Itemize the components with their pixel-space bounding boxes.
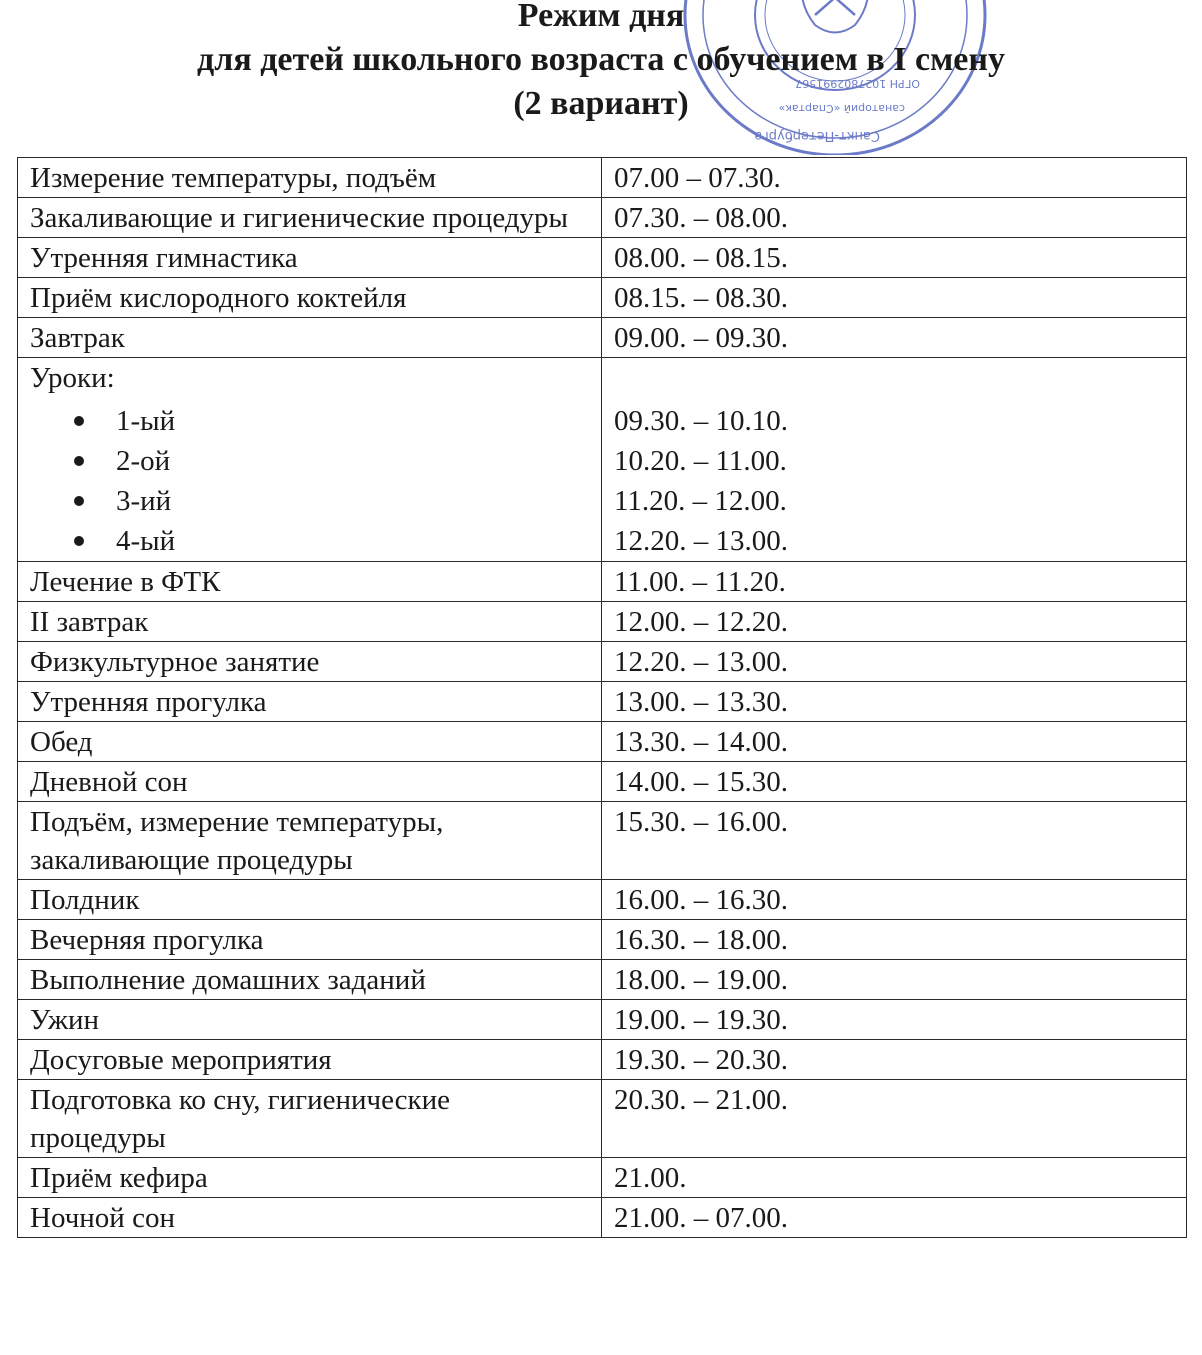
table-row	[18, 198, 1187, 238]
table-row	[18, 722, 1187, 762]
table-row	[18, 1158, 1187, 1198]
time-cell: 21.00.	[602, 1158, 1187, 1198]
lesson-name: 2-ой	[116, 445, 171, 477]
list-item	[30, 521, 589, 561]
lessons-label: Уроки:	[30, 362, 115, 394]
table-row	[18, 1040, 1187, 1080]
time-cell: 11.00. – 11.20.	[602, 562, 1187, 602]
table-row	[18, 682, 1187, 722]
bullet-icon	[74, 456, 84, 466]
list-item	[30, 481, 589, 521]
time-cell: 07.00 – 07.30.	[602, 158, 1187, 198]
activity-cell: Ужин	[18, 1000, 602, 1040]
bullet-icon	[74, 536, 84, 546]
lessons-activity-cell	[18, 358, 602, 562]
table-row	[18, 642, 1187, 682]
activity-cell: Закаливающие и гигиенические процедуры	[18, 198, 602, 238]
table-row	[18, 920, 1187, 960]
lesson-time: 12.20. – 13.00.	[614, 525, 788, 557]
lesson-name: 1-ый	[116, 405, 176, 437]
time-cell: 14.00. – 15.30.	[602, 762, 1187, 802]
time-cell: 16.00. – 16.30.	[602, 880, 1187, 920]
bullet-icon	[74, 496, 84, 506]
table-row	[18, 602, 1187, 642]
activity-cell: Утренняя прогулка	[18, 682, 602, 722]
time-cell: 16.30. – 18.00.	[602, 920, 1187, 960]
title-line-2: для детей школьного возраста с обучением в I смену	[197, 41, 1005, 78]
activity-cell: Полдник	[18, 880, 602, 920]
lessons-time-spacer	[614, 359, 1174, 401]
bullet-icon	[74, 416, 84, 426]
activity-cell: Подъём, измерение температуры, закаливающие процедуры	[18, 802, 602, 880]
table-row	[18, 562, 1187, 602]
lesson-time: 11.20. – 12.00.	[614, 485, 787, 517]
time-cell: 20.30. – 21.00.	[602, 1080, 1187, 1158]
table-row	[18, 158, 1187, 198]
activity-cell: Обед	[18, 722, 602, 762]
activity-cell: Вечерняя прогулка	[18, 920, 602, 960]
lessons-time-cell	[602, 358, 1187, 562]
activity-cell: Ночной сон	[18, 1198, 602, 1238]
table-row	[18, 762, 1187, 802]
time-cell: 13.00. – 13.30.	[602, 682, 1187, 722]
schedule-table	[17, 157, 1187, 1238]
activity-cell: Завтрак	[18, 318, 602, 358]
time-cell: 08.00. – 08.15.	[602, 238, 1187, 278]
activity-cell: Подготовка ко сну, гигиенические процедуры	[18, 1080, 602, 1158]
lesson-name: 4-ый	[116, 525, 176, 557]
title-line-1: Режим дня	[517, 0, 685, 34]
activity-cell: Приём кислородного коктейля	[18, 278, 602, 318]
lesson-time: 09.30. – 10.10.	[614, 405, 788, 437]
time-cell: 21.00. – 07.00.	[602, 1198, 1187, 1238]
time-cell: 08.15. – 08.30.	[602, 278, 1187, 318]
table-row	[18, 960, 1187, 1000]
activity-cell: Утренняя гимнастика	[18, 238, 602, 278]
activity-cell: Физкультурное занятие	[18, 642, 602, 682]
title-line-3: (2 вариант)	[513, 85, 689, 122]
activity-cell: Приём кефира	[18, 1158, 602, 1198]
time-cell: 18.00. – 19.00.	[602, 960, 1187, 1000]
list-item	[30, 401, 589, 441]
lessons-row	[18, 358, 1187, 562]
table-row	[18, 802, 1187, 880]
table-row	[18, 880, 1187, 920]
time-cell: 19.30. – 20.30.	[602, 1040, 1187, 1080]
time-cell: 12.00. – 12.20.	[602, 602, 1187, 642]
time-cell: 09.00. – 09.30.	[602, 318, 1187, 358]
lesson-time: 10.20. – 11.00.	[614, 445, 787, 477]
lesson-name: 3-ий	[116, 485, 172, 517]
table-row	[18, 238, 1187, 278]
activity-cell: Досуговые мероприятия	[18, 1040, 602, 1080]
table-row	[18, 1000, 1187, 1040]
activity-cell: Выполнение домашних заданий	[18, 960, 602, 1000]
activity-cell: Дневной сон	[18, 762, 602, 802]
table-row	[18, 1198, 1187, 1238]
stamp-text-ogrn: ОГРН 1027802991567	[795, 77, 920, 90]
table-row	[18, 318, 1187, 358]
time-cell: 12.20. – 13.00.	[602, 642, 1187, 682]
time-cell: 13.30. – 14.00.	[602, 722, 1187, 762]
time-cell: 07.30. – 08.00.	[602, 198, 1187, 238]
table-row	[18, 1080, 1187, 1158]
stamp-text-sanatorium: санаторий «Спартак»	[778, 102, 905, 115]
lessons-list	[30, 401, 589, 561]
list-item	[30, 441, 589, 481]
activity-cell: II завтрак	[18, 602, 602, 642]
stamp-text-city: Санкт-Петербурга	[753, 128, 880, 143]
document-title	[0, 0, 1202, 126]
time-cell: 15.30. – 16.00.	[602, 802, 1187, 880]
table-row	[18, 278, 1187, 318]
activity-cell: Лечение в ФТК	[18, 562, 602, 602]
activity-cell: Измерение температуры, подъём	[18, 158, 602, 198]
time-cell: 19.00. – 19.30.	[602, 1000, 1187, 1040]
